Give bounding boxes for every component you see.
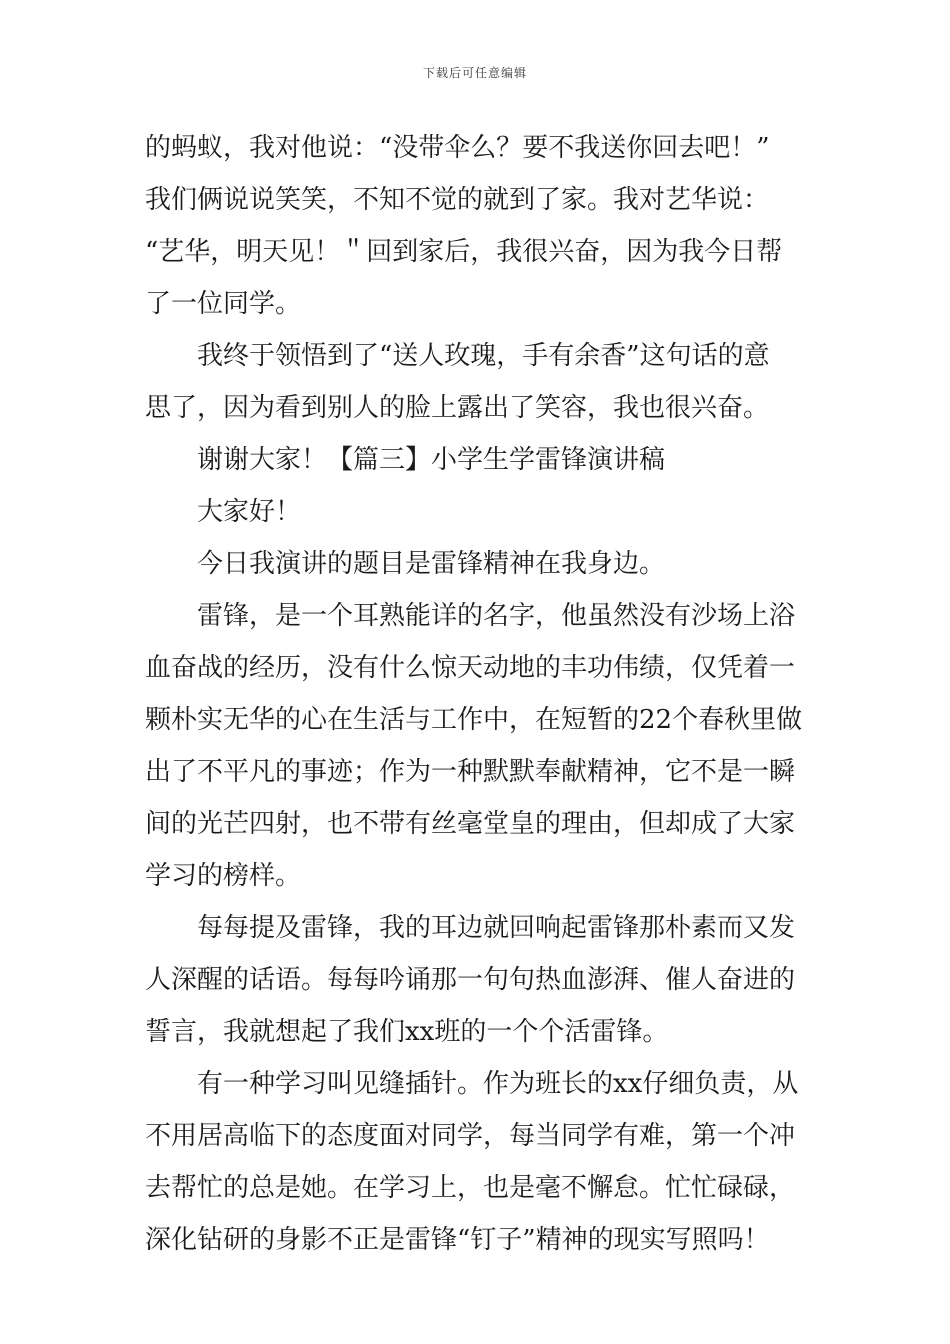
text-line: 我们俩说说笑笑，不知不觉的就到了家。我对艺华说： [145, 185, 770, 215]
text-line: 每每提及雷锋，我的耳边就回响起雷锋那朴素而又发 [197, 913, 796, 943]
text-line: 了一位同学。 [145, 289, 302, 319]
text-line: 誓言，我就想起了我们xx班的一个个活雷锋。 [145, 1017, 669, 1047]
text-line: 有一种学习叫见缝插针。作为班长的xx仔细负责，从 [197, 1069, 799, 1099]
text-line: 间的光芒四射，也不带有丝毫堂皇的理由，但却成了大家 [145, 809, 796, 839]
text-line: 血奋战的经历，没有什么惊天动地的丰功伟绩，仅凭着一 [145, 653, 796, 683]
text-line: 我终于领悟到了“送人玫瑰，手有余香”这句话的意 [197, 341, 770, 371]
text-line: 人深醒的话语。每每吟诵那一句句热血澎湃、催人奋进的 [145, 965, 796, 995]
text-line: 深化钻研的身影不正是雷锋“钉子”精神的现实写照吗！ [145, 1225, 770, 1255]
text-line: 去帮忙的总是她。在学习上，也是毫不懈怠。忙忙碌碌， [145, 1173, 796, 1203]
page-header: 下载后可任意编辑 [422, 66, 527, 80]
text-line: 的蚂蚁，我对他说：“没带伞么？要不我送你回去吧！” [145, 133, 770, 163]
text-line: “艺华，明天见！＂回到家后，我很兴奋，因为我今日帮 [145, 237, 783, 267]
text-line: 学习的榜样。 [145, 861, 302, 891]
text-line: 思了，因为看到别人的脸上露出了笑容，我也很兴奋。 [145, 393, 770, 423]
text-line: 大家好！ [197, 497, 302, 527]
text-line: 不用居高临下的态度面对同学，每当同学有难，第一个冲 [145, 1121, 796, 1151]
text-line: 雷锋，是一个耳熟能详的名字，他虽然没有沙场上浴 [197, 601, 796, 631]
text-line: 颗朴实无华的心在生活与工作中，在短暂的22个春秋里做 [145, 705, 803, 735]
document-body [145, 122, 810, 1266]
text-line: 出了不平凡的事迹；作为一种默默奉献精神，它不是一瞬 [145, 757, 796, 787]
text-line: 今日我演讲的题目是雷锋精神在我身边。 [197, 549, 666, 579]
text-line: 谢谢大家！【篇三】小学生学雷锋演讲稿 [197, 445, 666, 475]
